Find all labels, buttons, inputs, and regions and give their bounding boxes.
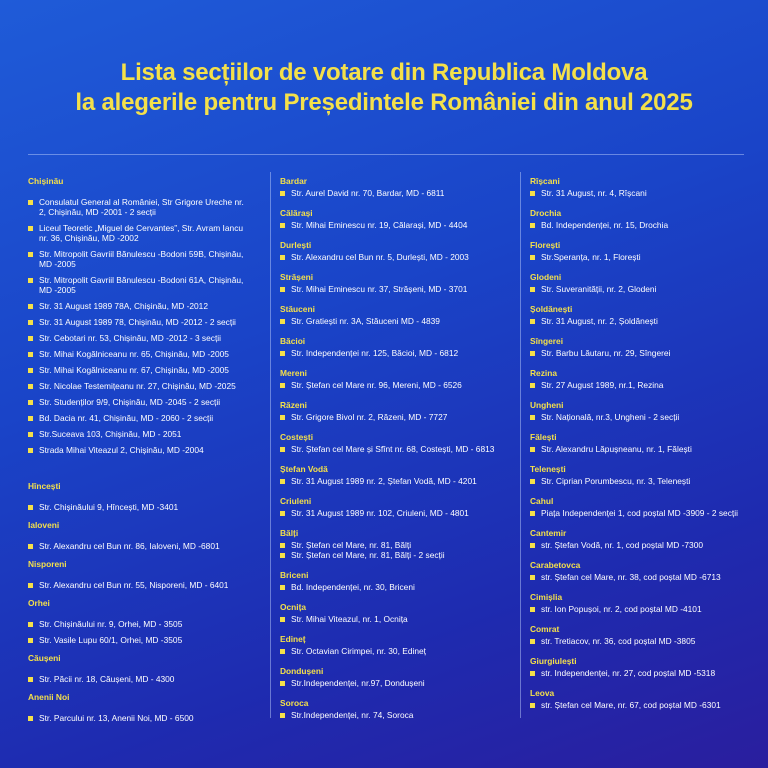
polling-station-address: Str. Vasile Lupu 60/1, Orhei, MD -3505 <box>28 635 250 645</box>
polling-station-address: Str. Mihai Viteazul, nr. 1, Ocnița <box>280 614 516 624</box>
column-divider-1 <box>270 172 271 718</box>
polling-station-address: Str. Chișinăului 9, Hîncești, MD -3401 <box>28 502 250 512</box>
polling-station-address: Str. Mihai Eminescu nr. 37, Strășeni, MD - 3701 <box>280 284 516 294</box>
locality-group <box>530 656 750 678</box>
polling-station-address: Str. Independenței nr. 125, Băcioi, MD - 6812 <box>280 348 516 358</box>
polling-station-address: Str. Alexandru Lăpușneanu, nr. 1, Fălești <box>530 444 750 454</box>
polling-station-address: str. Ștefan cel Mare, nr. 67, cod poștal MD -6301 <box>530 700 750 710</box>
polling-station-address: Str.Independenței, nr.97, Dondușeni <box>280 678 516 688</box>
column-3 <box>530 176 750 720</box>
locality-group <box>530 560 750 582</box>
locality-group <box>530 464 750 486</box>
locality-name: Ungheni <box>530 400 564 410</box>
locality-group <box>530 496 750 518</box>
locality-group <box>280 666 516 688</box>
locality-group <box>530 176 750 198</box>
polling-station-address: Str. Mihai Eminescu nr. 19, Călarași, MD - 4404 <box>280 220 516 230</box>
polling-station-address: Str. 31 August 1989 nr. 2, Ștefan Vodă, MD - 4201 <box>280 476 516 486</box>
polling-station-address: Bd. Independenței, nr. 15, Drochia <box>530 220 750 230</box>
polling-station-address: str. Ion Popușoi, nr. 2, cod poștal MD -4101 <box>530 604 750 614</box>
column-divider-2 <box>520 172 521 718</box>
locality-group <box>530 304 750 326</box>
column-2 <box>280 176 516 730</box>
locality-name: Sîngerei <box>530 336 564 346</box>
polling-station-address: Str. Grigore Bivol nr. 2, Răzeni, MD - 7727 <box>280 412 516 422</box>
locality-name: Cantemir <box>530 528 567 538</box>
locality-group <box>280 368 516 390</box>
locality-group <box>280 272 516 294</box>
locality-group <box>530 240 750 262</box>
locality-name: Giurgiulești <box>530 656 577 666</box>
locality-name: Mereni <box>280 368 307 378</box>
locality-name: Anenii Noi <box>28 692 70 702</box>
locality-group <box>28 559 250 590</box>
polling-station-address: Str. 31 August, nr. 4, Rîșcani <box>530 188 750 198</box>
locality-name: Orhei <box>28 598 50 608</box>
locality-group <box>28 176 250 455</box>
locality-group <box>280 698 516 720</box>
locality-name: Edineț <box>280 634 306 644</box>
polling-station-address: Str. Suveranității, nr. 2, Glodeni <box>530 284 750 294</box>
polling-station-address: Str. 31 August, nr. 2, Șoldănești <box>530 316 750 326</box>
locality-group <box>280 634 516 656</box>
polling-station-address: Str. Națională, nr.3, Ungheni - 2 secții <box>530 412 750 422</box>
locality-group <box>280 432 516 454</box>
locality-group <box>530 272 750 294</box>
polling-station-address: Str. Cebotari nr. 53, Chișinău, MD -2012 - 3 secții <box>28 333 250 343</box>
polling-station-address: Str. Mihai Kogălniceanu nr. 65, Chișinău, MD -2005 <box>28 349 250 359</box>
title-line-2: la alegerile pentru Președintele României din anul 2025 <box>75 89 693 116</box>
polling-station-address: Str.Independenței, nr. 74, Soroca <box>280 710 516 720</box>
locality-group <box>28 653 250 684</box>
locality-group <box>280 400 516 422</box>
column-1 <box>28 176 250 731</box>
locality-name: Bălți <box>280 528 299 538</box>
locality-name: Glodeni <box>530 272 562 282</box>
locality-name: Florești <box>530 240 561 250</box>
locality-name: Dondușeni <box>280 666 324 676</box>
locality-group <box>280 304 516 326</box>
polling-station-address: Str. Nicolae Testemițeanu nr. 27, Chișinău, MD -2025 <box>28 381 250 391</box>
locality-name: Comrat <box>530 624 560 634</box>
locality-group <box>530 688 750 710</box>
locality-name: Cahul <box>530 496 554 506</box>
locality-group <box>280 570 516 592</box>
locality-name: Soroca <box>280 698 309 708</box>
polling-station-address: Str. Octavian Cirimpei, nr. 30, Edineț <box>280 646 516 656</box>
locality-group <box>280 602 516 624</box>
locality-name: Cimișlia <box>530 592 563 602</box>
polling-station-address: Str. Ștefan cel Mare, nr. 81, Bălți - 2 secții <box>280 550 516 560</box>
page-title <box>0 58 768 118</box>
locality-name: Ștefan Vodă <box>280 464 328 474</box>
polling-station-address: Str. 27 August 1989, nr.1, Rezina <box>530 380 750 390</box>
polling-station-address: Str. Ciprian Porumbescu, nr. 3, Telenești <box>530 476 750 486</box>
locality-name: Chișinău <box>28 176 64 186</box>
polling-station-address: Str. Alexandru cel Bun nr. 5, Durlești, MD - 2003 <box>280 252 516 262</box>
locality-name: Băcioi <box>280 336 306 346</box>
locality-group <box>280 528 516 560</box>
polling-station-address: Bd. Dacia nr. 41, Chișinău, MD - 2060 - 2 secții <box>28 413 250 423</box>
polling-station-address: Str. Alexandru cel Bun nr. 55, Nisporeni, MD - 6401 <box>28 580 250 590</box>
locality-name: Hîncești <box>28 481 61 491</box>
polling-station-address: Str. Ștefan cel Mare și Sfînt nr. 68, Costești, MD - 6813 <box>280 444 516 454</box>
locality-name: Ialoveni <box>28 520 60 530</box>
locality-group <box>28 520 250 551</box>
polling-station-address: Str. Parcului nr. 13, Anenii Noi, MD - 6500 <box>28 713 250 723</box>
polling-station-address: Str. Ștefan cel Mare nr. 96, Mereni, MD - 6526 <box>280 380 516 390</box>
locality-name: Ocnița <box>280 602 307 612</box>
locality-name: Nisporeni <box>28 559 67 569</box>
locality-name: Șoldănești <box>530 304 573 314</box>
locality-group <box>530 624 750 646</box>
locality-group <box>280 176 516 198</box>
polling-station-address: str. Ștefan cel Mare, nr. 38, cod poștal MD -6713 <box>530 572 750 582</box>
locality-group <box>280 496 516 518</box>
polling-station-address: Str.Suceava 103, Chișinău, MD - 2051 <box>28 429 250 439</box>
polling-station-address: Str. 31 August 1989 nr. 102, Criuleni, MD - 4801 <box>280 508 516 518</box>
locality-group <box>28 598 250 645</box>
polling-station-address: str. Independenței, nr. 27, cod poștal MD -5318 <box>530 668 750 678</box>
locality-name: Căușeni <box>28 653 61 663</box>
locality-group <box>280 336 516 358</box>
polling-station-address: Str. Gratiești nr. 3A, Stăuceni MD - 4839 <box>280 316 516 326</box>
polling-station-address: Str. Păcii nr. 18, Căușeni, MD - 4300 <box>28 674 250 684</box>
polling-station-address: Str.Speranța, nr. 1, Florești <box>530 252 750 262</box>
locality-name: Rîșcani <box>530 176 560 186</box>
locality-name: Călărași <box>280 208 313 218</box>
locality-name: Criuleni <box>280 496 312 506</box>
polling-station-address: Str. Barbu Lăutaru, nr. 29, Sîngerei <box>530 348 750 358</box>
polling-station-address: Str. Studenților 9/9, Chișinău, MD -2045 - 2 secții <box>28 397 250 407</box>
locality-name: Leova <box>530 688 555 698</box>
locality-name: Fălești <box>530 432 557 442</box>
locality-group <box>530 592 750 614</box>
locality-group <box>280 240 516 262</box>
polling-station-address: Liceul Teoretic „Miguel de Cervantes”, Str. Avram Iancu nr. 36, Chișinău, MD -2002 <box>28 223 250 243</box>
polling-station-address: Str. Aurel David nr. 70, Bardar, MD - 6811 <box>280 188 516 198</box>
locality-name: Telenești <box>530 464 566 474</box>
polling-station-address: Str. Chișinăului nr. 9, Orhei, MD - 3505 <box>28 619 250 629</box>
locality-group <box>530 528 750 550</box>
polling-station-address: Str. Mitropolit Gavriil Bănulescu -Bodoni 61A, Chișinău, MD -2005 <box>28 275 250 295</box>
locality-group <box>530 368 750 390</box>
polling-station-address: Str. 31 August 1989 78A, Chișinău, MD -2012 <box>28 301 250 311</box>
header-divider <box>28 154 744 155</box>
locality-name: Rezina <box>530 368 557 378</box>
locality-group <box>530 400 750 422</box>
locality-name: Drochia <box>530 208 562 218</box>
locality-group <box>280 464 516 486</box>
polling-station-address: Consulatul General al României, Str Grigore Ureche nr. 2, Chișinău, MD -2001 - 2 secții <box>28 197 250 217</box>
locality-name: Bardar <box>280 176 307 186</box>
locality-group <box>280 208 516 230</box>
locality-group <box>28 692 250 723</box>
polling-station-address: Bd. Independenței, nr. 30, Briceni <box>280 582 516 592</box>
locality-name: Briceni <box>280 570 309 580</box>
polling-station-address: str. Ștefan Vodă, nr. 1, cod poștal MD -7300 <box>530 540 750 550</box>
locality-name: Răzeni <box>280 400 307 410</box>
locality-group <box>530 336 750 358</box>
locality-group <box>530 208 750 230</box>
locality-name: Stăuceni <box>280 304 315 314</box>
polling-station-address: Str. Mitropolit Gavriil Bănulescu -Bodoni 59B, Chișinău, MD -2005 <box>28 249 250 269</box>
locality-name: Durlești <box>280 240 312 250</box>
polling-station-address: str. Tretiacov, nr. 36, cod poștal MD -3805 <box>530 636 750 646</box>
polling-station-address: Str. Alexandru cel Bun nr. 86, Ialoveni, MD -6801 <box>28 541 250 551</box>
locality-name: Carabetovca <box>530 560 581 570</box>
title-line-1: Lista secțiilor de votare din Republica Moldova <box>120 59 648 86</box>
locality-group <box>530 432 750 454</box>
locality-group <box>28 481 250 512</box>
polling-station-address: Str. 31 August 1989 78, Chișinău, MD -2012 - 2 secții <box>28 317 250 327</box>
locality-name: Costești <box>280 432 314 442</box>
polling-station-address: Str. Mihai Kogălniceanu nr. 67, Chișinău, MD -2005 <box>28 365 250 375</box>
polling-station-address: Str. Ștefan cel Mare, nr. 81, Bălți <box>280 540 516 550</box>
polling-station-address: Piața Independenței 1, cod poștal MD -3909 - 2 secții <box>530 508 750 518</box>
polling-station-address: Strada Mihai Viteazul 2, Chișinău, MD -2004 <box>28 445 250 455</box>
locality-name: Strășeni <box>280 272 314 282</box>
